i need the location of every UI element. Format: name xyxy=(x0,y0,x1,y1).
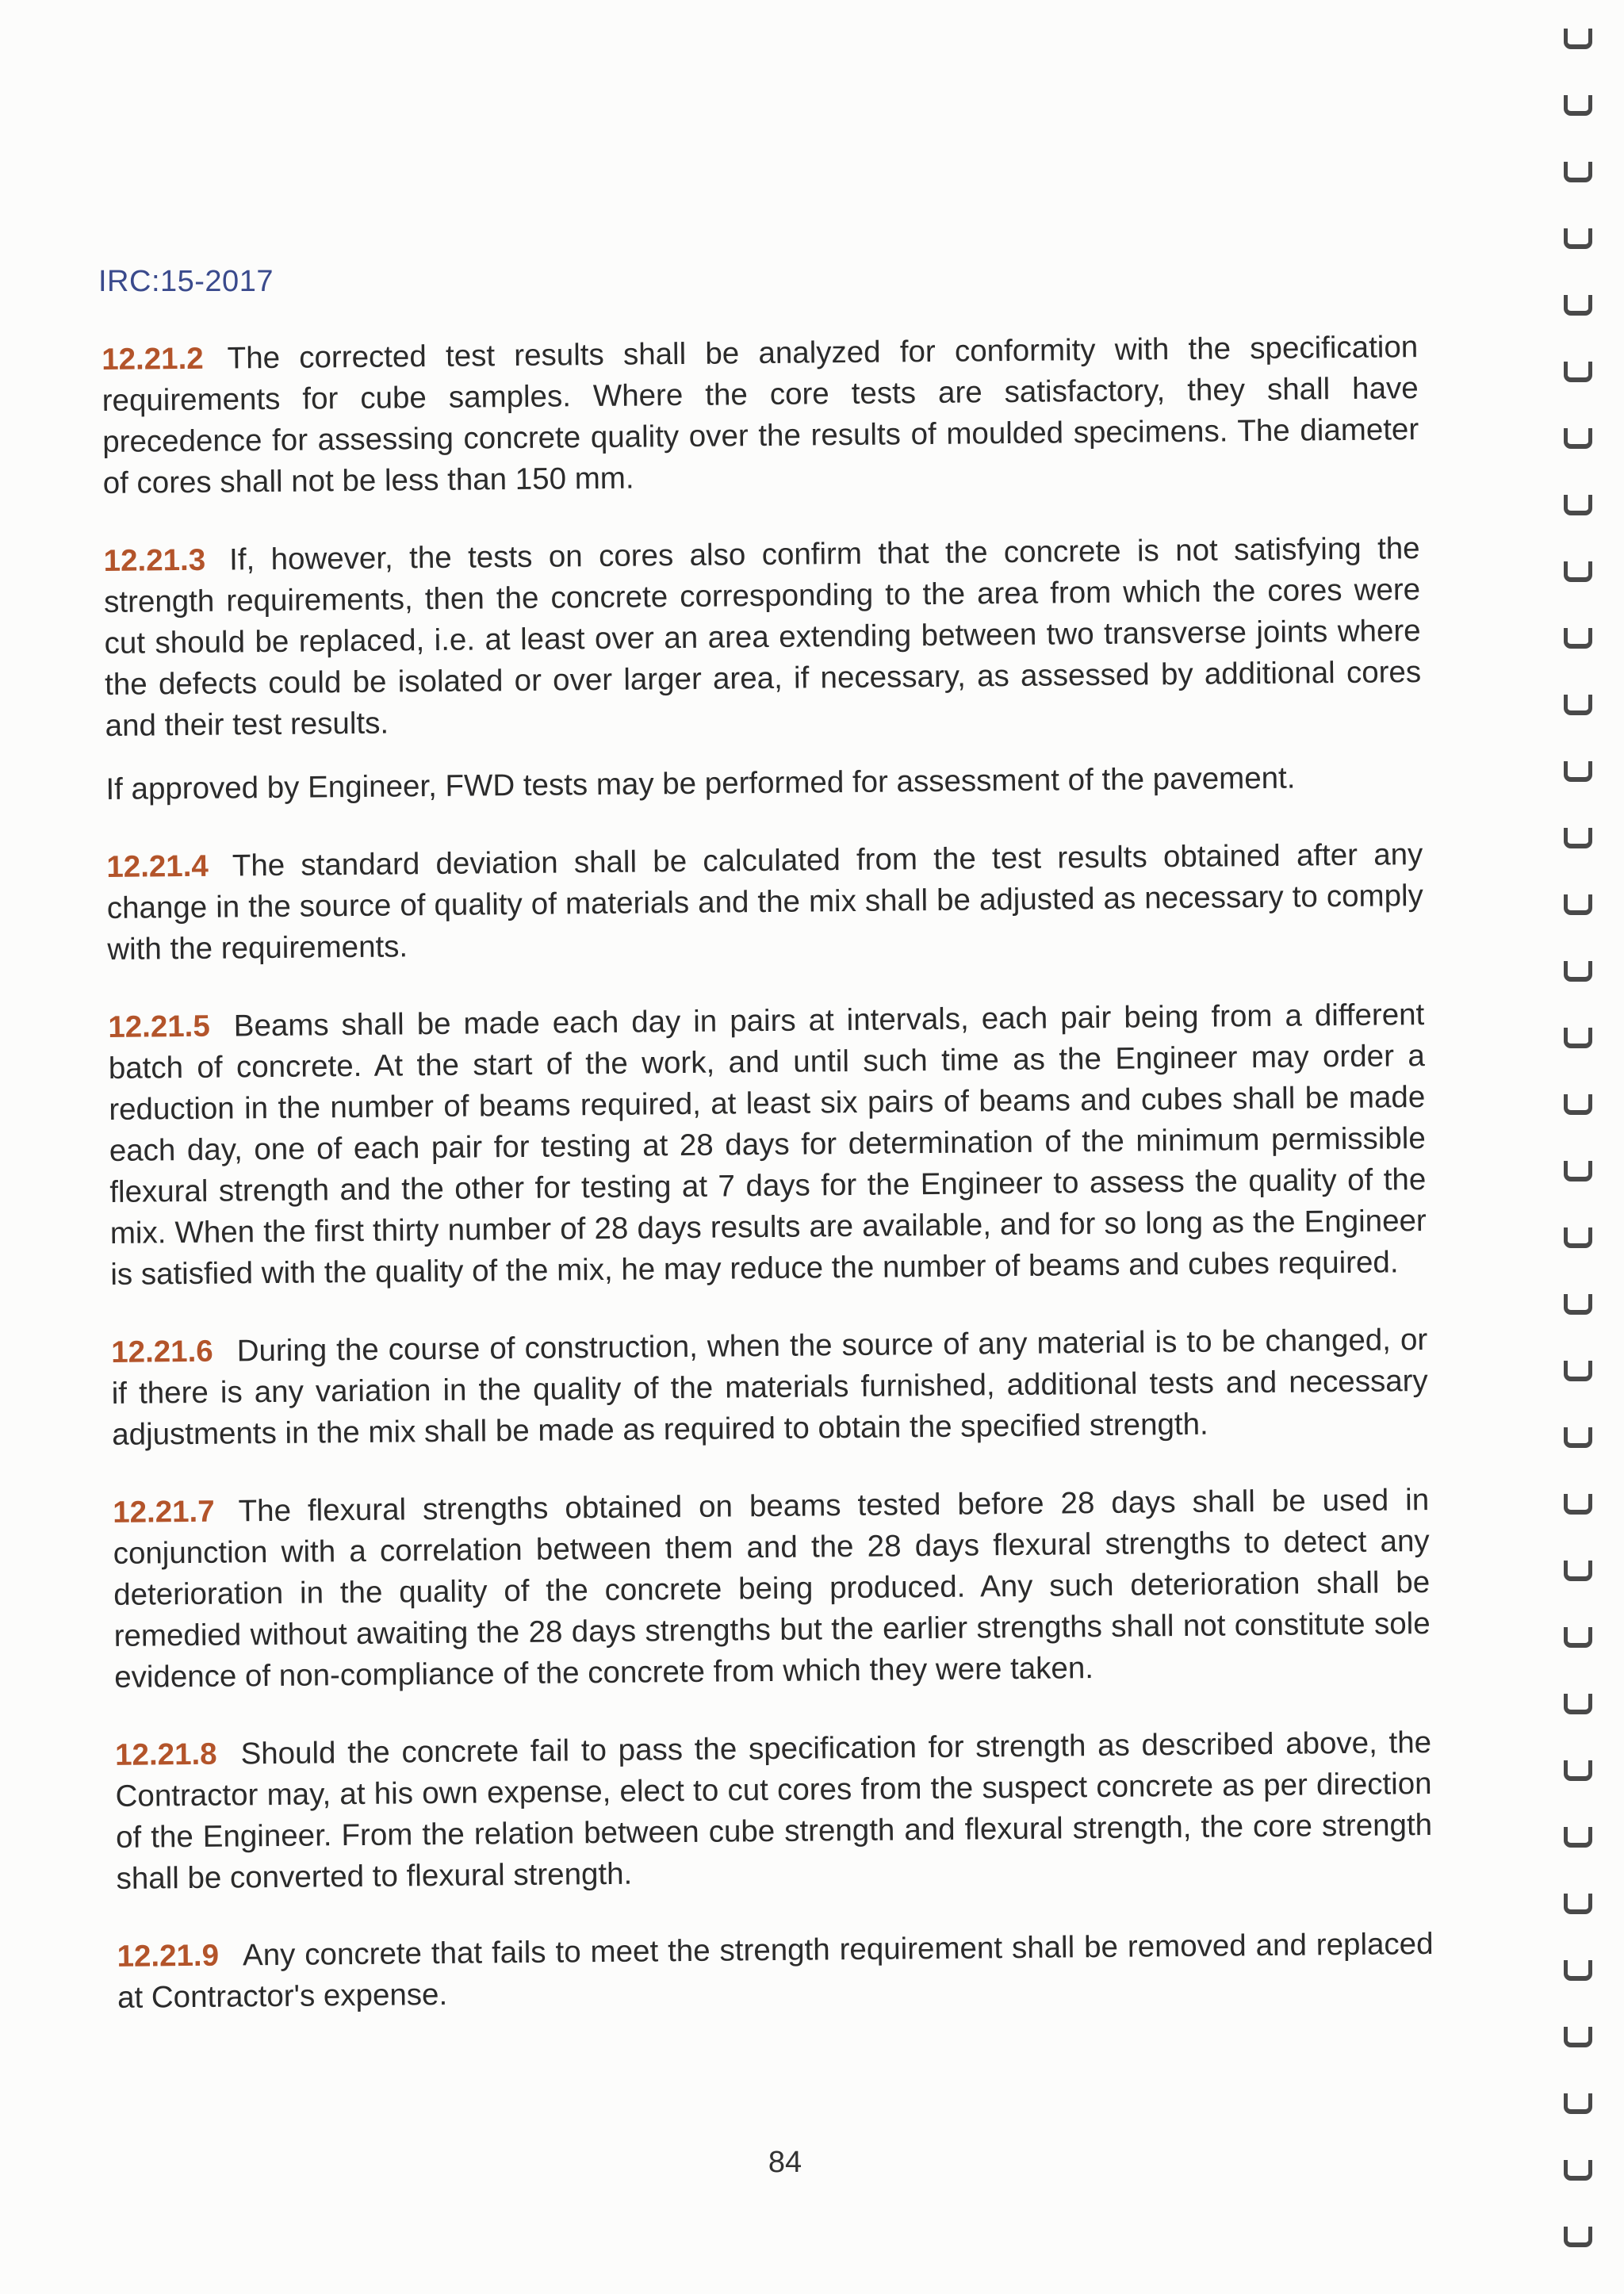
clause-number: 12.21.9 xyxy=(117,1938,220,1974)
clause-number: 12.21.3 xyxy=(103,542,206,578)
binding-hole xyxy=(1564,2093,1592,2114)
binding-hole xyxy=(1564,1361,1592,1381)
clause-number: 12.21.7 xyxy=(112,1494,215,1530)
binding-hole xyxy=(1564,628,1592,649)
clause-number: 12.21.2 xyxy=(102,341,204,377)
binding-hole xyxy=(1564,1294,1592,1315)
binding-hole xyxy=(1564,894,1592,915)
binding-hole xyxy=(1564,1028,1592,1048)
binding-hole xyxy=(1564,2160,1592,2181)
clause-text: If approved by Engineer, FWD tests may be performed for assessment of the pavement. xyxy=(105,760,1296,806)
clause-12-21-6 xyxy=(111,1319,1428,1456)
binding-hole xyxy=(1564,1894,1592,1914)
binding-hole xyxy=(1564,1627,1592,1648)
clause-list xyxy=(102,327,1434,2055)
clause-text: During the course of construction, when the source of any material is to be changed, or if there is any variation in the quality of the materials furnished, additional tests and necessary adjustments in the mix shall be made as required to obtain the specified strength. xyxy=(111,1323,1428,1452)
binding-hole xyxy=(1564,828,1592,848)
clause-number: 12.21.5 xyxy=(108,1009,210,1044)
binding-hole xyxy=(1564,29,1592,49)
binding-hole xyxy=(1564,1561,1592,1581)
clause-number: 12.21.8 xyxy=(114,1737,217,1772)
clause-12-21-5 xyxy=(108,994,1427,1296)
binding-hole xyxy=(1564,1694,1592,1714)
clause-text: The corrected test results shall be analyzed for conformity with the specification requirements for cube samples. Where the core tests are satisfactory, they shall have precedence for assessing concrete quality over the results of moulded specimens. The diameter of cores shall not be less than 150 mm. xyxy=(102,330,1419,500)
spiral-binding xyxy=(1561,22,1599,2282)
binding-hole xyxy=(1564,2027,1592,2047)
binding-hole xyxy=(1564,1760,1592,1781)
binding-hole xyxy=(1564,1094,1592,1115)
binding-hole xyxy=(1564,1227,1592,1248)
binding-hole xyxy=(1564,761,1592,782)
binding-hole xyxy=(1564,95,1592,116)
clause-12-21-2 xyxy=(102,327,1419,504)
clause-12-21-8 xyxy=(115,1722,1433,1900)
clause-text: The flexural strengths obtained on beams tested before 28 days shall be used in conjunction with a correlation between them and the 28 days flexural strengths to detect any deterioration in the quality of the concrete being produced. Any such deterioration shall be remedied without awaiting the 28 days strengths but the earlier strengths shall not constitute sole evidence of non-compliance of the concrete from which they were taken. xyxy=(113,1482,1431,1695)
binding-hole xyxy=(1564,362,1592,382)
clause-text: If, however, the tests on cores also confirm that the concrete is not satisfying the strength requirements, then the concrete corresponding to the area from which the cores were cut should be replaced, i.e. at least over an area extending between two transverse joints where the defects could be isolated or over larger area, if necessary, as assessed by additional cores and their test results. xyxy=(103,531,1422,743)
clause-12-21-9 xyxy=(117,1924,1434,2019)
binding-hole xyxy=(1564,295,1592,316)
binding-hole xyxy=(1564,162,1592,182)
clause-12-21-3 xyxy=(103,528,1421,747)
page-number: 84 xyxy=(768,2146,802,2179)
clause-text: The standard deviation shall be calculated from the test results obtained after any change in the source of quality of materials and the mix shall be adjusted as necessary to comply with the requirements. xyxy=(106,837,1424,967)
binding-hole xyxy=(1564,495,1592,515)
clause-text: Any concrete that fails to meet the strength requirement shall be removed and replaced at Contractor's expense. xyxy=(117,1926,1434,2015)
clause-12-21-7 xyxy=(113,1480,1431,1698)
binding-hole xyxy=(1564,1494,1592,1515)
binding-hole xyxy=(1564,961,1592,982)
binding-hole xyxy=(1564,1161,1592,1181)
clause-text: Beams shall be made each day in pairs at intervals, each pair being from a different batch of concrete. At the start of the work, and until such time as the Engineer may order a reduction in the number of beams required, at least six pairs of beams and cubes shall be made each day, one of each pair for testing at 28 days for determination of the minimum permissible flexural strength and the other for testing at 7 days for the Engineer to assess the quality of the mix. When the first thirty number of 28 days results are available, and for so long as the Engineer is satisfied with the quality of the mix, he may reduce the number of beams and cubes required. xyxy=(108,998,1427,1292)
clause-number: 12.21.4 xyxy=(106,848,209,884)
binding-hole xyxy=(1564,1960,1592,1981)
binding-hole xyxy=(1564,1427,1592,1448)
binding-hole xyxy=(1564,561,1592,582)
clause-number: 12.21.6 xyxy=(111,1334,213,1369)
fwd-note-paragraph xyxy=(105,756,1422,810)
binding-hole xyxy=(1564,428,1592,449)
binding-hole xyxy=(1564,695,1592,715)
document-code-header: IRC:15-2017 xyxy=(98,265,274,298)
clause-12-21-4 xyxy=(106,834,1423,971)
binding-hole xyxy=(1564,228,1592,249)
binding-hole xyxy=(1564,1827,1592,1848)
binding-hole xyxy=(1564,2227,1592,2247)
clause-text: Should the concrete fail to pass the specification for strength as described above, the Contractor may, at his own expense, elect to cut cores from the suspect concrete as per direction of the Engineer. From the relation between cube strength and flexural strength, the core strength shall be converted to flexural strength. xyxy=(115,1725,1433,1896)
